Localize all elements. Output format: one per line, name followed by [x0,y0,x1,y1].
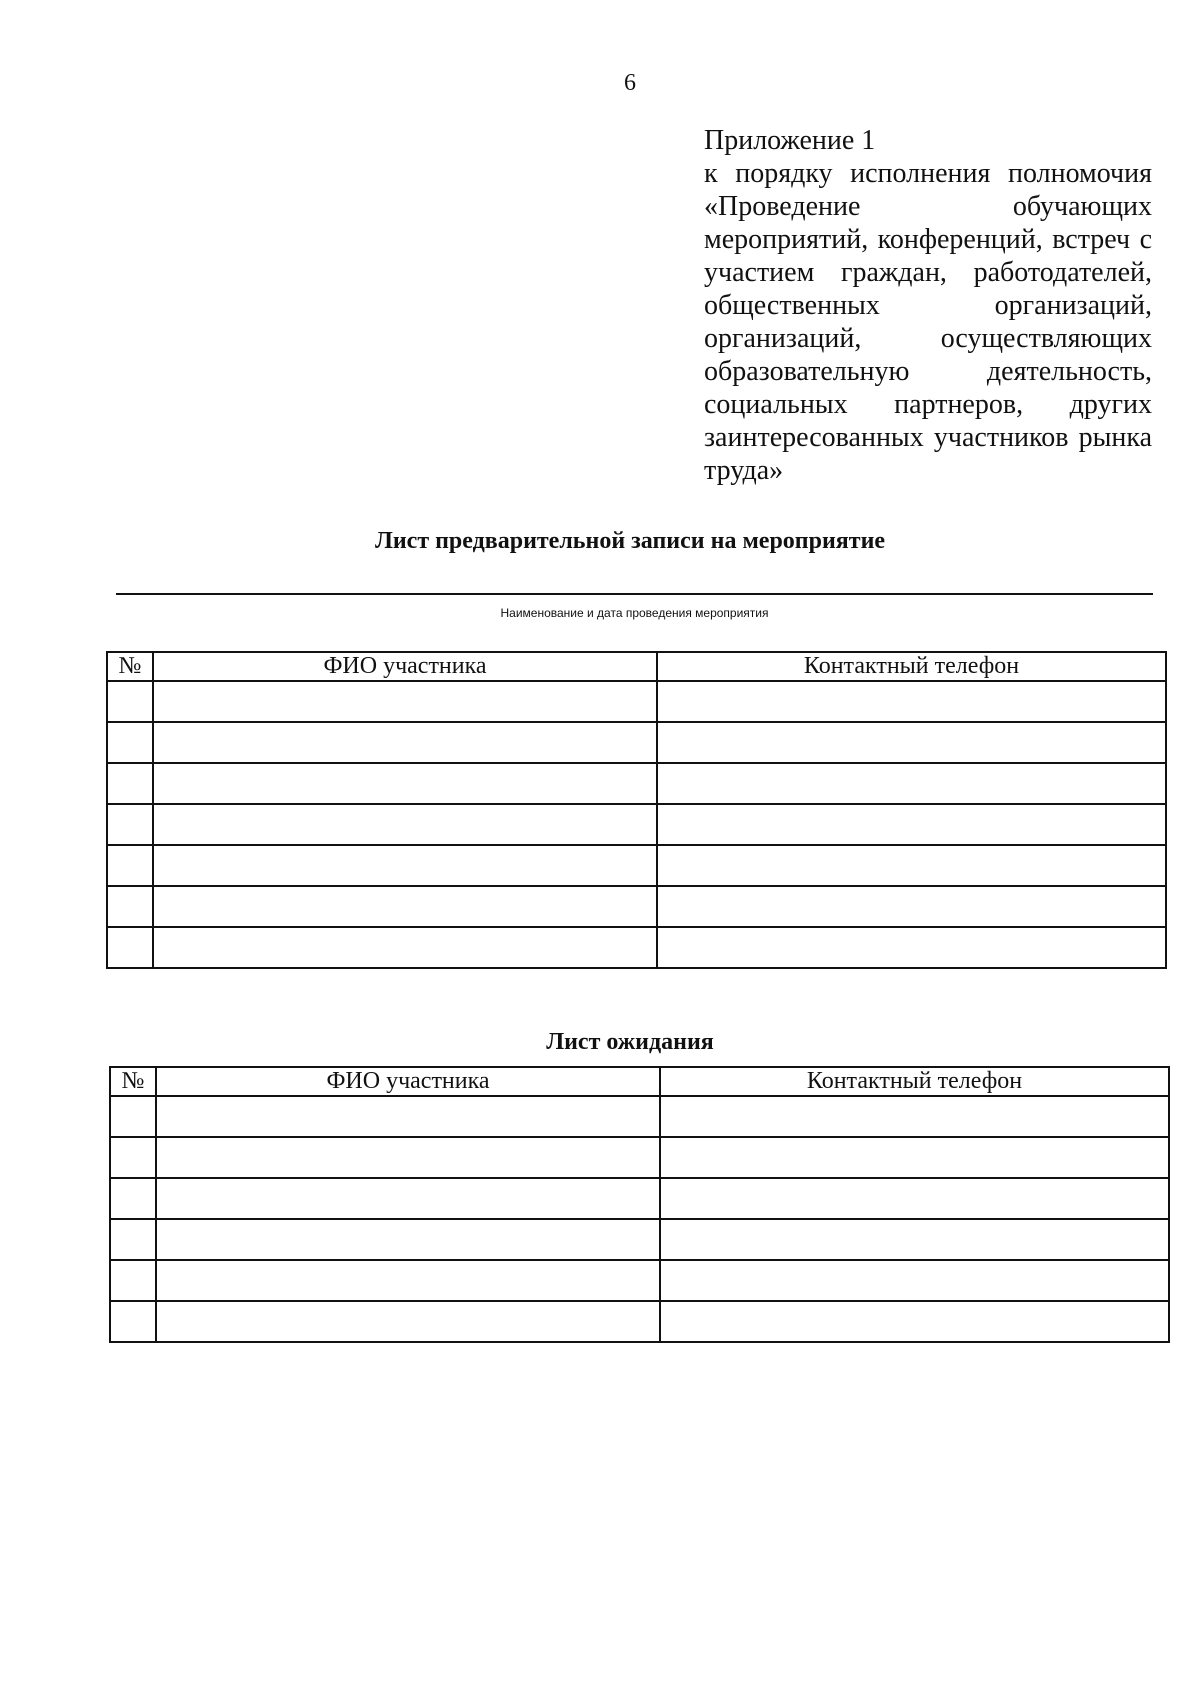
waiting-list-title: Лист ожидания [546,1029,714,1055]
column-header-name: ФИО участника [156,1067,660,1096]
number-cell [110,1219,156,1260]
table-header-row [110,1067,1169,1096]
phone-cell [657,722,1166,763]
number-cell [110,1260,156,1301]
phone-cell [657,763,1166,804]
phone-cell [660,1219,1169,1260]
number-cell [110,1178,156,1219]
name-cell [156,1178,660,1219]
table-row [107,845,1166,886]
event-name-line [116,593,1153,595]
name-cell [156,1096,660,1137]
name-cell [153,681,657,722]
name-cell [153,886,657,927]
name-cell [156,1260,660,1301]
table-row [107,681,1166,722]
event-name-caption: Наименование и дата проведения мероприятия [500,606,769,620]
table-header-row [107,652,1166,681]
table-row [110,1260,1169,1301]
phone-cell [660,1178,1169,1219]
table-row [110,1178,1169,1219]
number-cell [107,722,153,763]
number-cell [107,681,153,722]
appendix-title: Приложение 1 [704,125,876,156]
table-row [107,722,1166,763]
phone-cell [660,1137,1169,1178]
phone-cell [660,1301,1169,1342]
number-cell [107,927,153,968]
phone-cell [660,1096,1169,1137]
phone-cell [657,886,1166,927]
registration-table [106,651,1167,969]
table-row [107,763,1166,804]
name-cell [156,1137,660,1178]
table-row [110,1096,1169,1137]
column-header-phone: Контактный телефон [657,652,1166,681]
table-row [107,804,1166,845]
name-cell [156,1219,660,1260]
column-header-number: № [107,652,153,681]
waiting-list-table [109,1066,1170,1343]
phone-cell [657,681,1166,722]
number-cell [107,763,153,804]
page-number: 6 [624,70,636,96]
registration-sheet-title: Лист предварительной записи на мероприятие [374,528,886,554]
name-cell [153,722,657,763]
phone-cell [657,845,1166,886]
appendix-text: к порядку исполнения полномочия «Проведение обучающих мероприятий, конференций, встреч с участием граждан, работодателей, общественных организаций, организаций, осуществляющих образовательную деятельность, социальных партнеров, других заинтересованных участников рынка труда» [704,158,1152,486]
column-header-phone: Контактный телефон [660,1067,1169,1096]
column-header-name: ФИО участника [153,652,657,681]
name-cell [153,763,657,804]
name-cell [153,804,657,845]
name-cell [153,845,657,886]
table-row [110,1219,1169,1260]
table-row [110,1137,1169,1178]
table-row [107,927,1166,968]
number-cell [110,1096,156,1137]
table-row [110,1301,1169,1342]
table-row [107,886,1166,927]
column-header-number: № [110,1067,156,1096]
phone-cell [657,804,1166,845]
name-cell [156,1301,660,1342]
appendix-block [704,124,1152,487]
name-cell [153,927,657,968]
phone-cell [657,927,1166,968]
number-cell [107,804,153,845]
number-cell [110,1301,156,1342]
phone-cell [660,1260,1169,1301]
number-cell [110,1137,156,1178]
number-cell [107,845,153,886]
number-cell [107,886,153,927]
